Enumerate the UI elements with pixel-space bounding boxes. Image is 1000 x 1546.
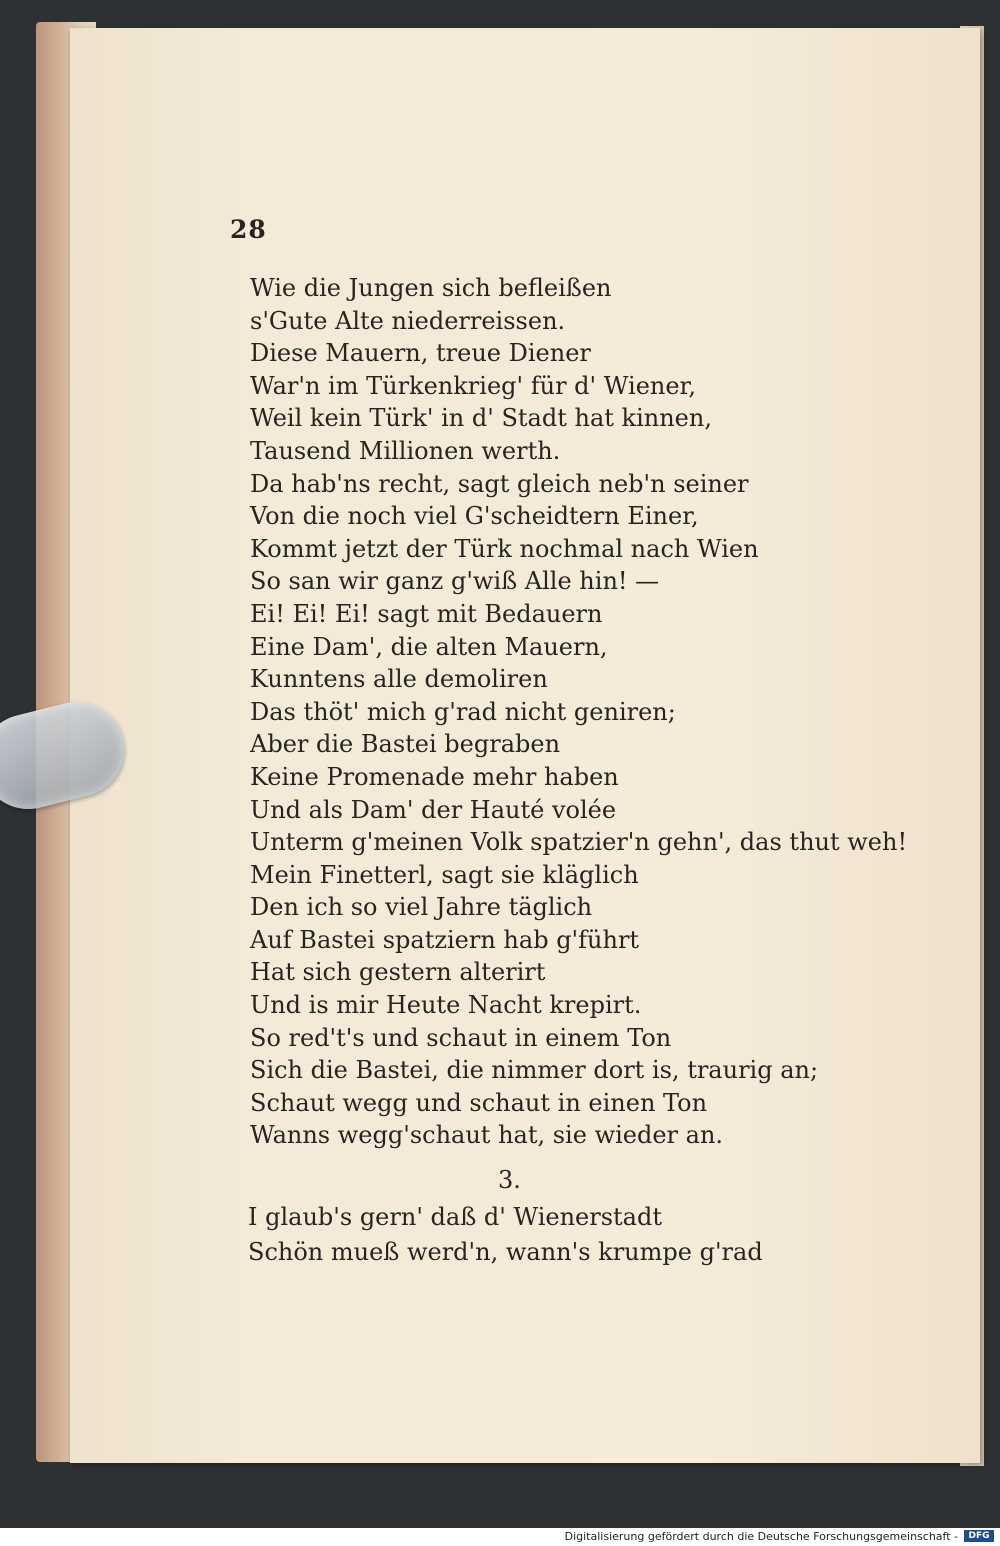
poem-line: So red't's und schaut in einem Ton: [250, 1023, 672, 1052]
poem-line: Das thöt' mich g'rad nicht geniren;: [250, 697, 676, 726]
poem-line: Da hab'ns recht, sagt gleich neb'n seiner: [250, 469, 749, 498]
poem-line: Von die noch viel G'scheidtern Einer,: [250, 502, 699, 531]
poem-line: Wie die Jungen sich befleißen: [250, 274, 612, 302]
poem-line: Auf Bastei spatziern hab g'führt: [250, 925, 640, 954]
poem-line: Wanns wegg'schaut hat, sie wieder an.: [250, 1121, 724, 1150]
poem-line: Und als Dam' der Hauté volée: [250, 795, 617, 824]
page-number: 28: [230, 215, 267, 244]
poem-line: Mein Finetterl, sagt sie kläglich: [250, 860, 639, 889]
stanza-number: 3.: [498, 1166, 521, 1194]
poem-line: So san wir ganz g'wiß Alle hin! —: [250, 567, 660, 596]
poem-line: Und is mir Heute Nacht krepirt.: [250, 991, 642, 1020]
poem-text: [250, 272, 907, 1152]
poem-line: I glaub's gern' daß d' Wienerstadt: [248, 1203, 662, 1231]
footer-credit: Digitalisierung gefördert durch die Deutsche Forschungsgemeinschaft -: [564, 1530, 958, 1543]
poem-line: Eine Dam', die alten Mauern,: [250, 632, 608, 661]
poem-line: Den ich so viel Jahre täglich: [250, 893, 593, 922]
poem-line: Keine Promenade mehr haben: [250, 762, 619, 791]
stanza-text: [248, 1200, 763, 1270]
poem-line: s'Gute Alte niederreissen.: [250, 306, 566, 335]
poem-line: Weil kein Türk' in d' Stadt hat kinnen,: [250, 404, 712, 433]
poem-line: Sich die Bastei, die nimmer dort is, traurig an;: [250, 1056, 819, 1085]
poem-line: Kunntens alle demoliren: [250, 665, 548, 694]
poem-line: Kommt jetzt der Türk nochmal nach Wien: [250, 534, 759, 563]
poem-line: Schön mueß werd'n, wann's krumpe g'rad: [248, 1238, 763, 1266]
poem-line: Ei! Ei! Ei! sagt mit Bedauern: [250, 599, 603, 628]
poem-line: Tausend Millionen werth.: [250, 436, 561, 465]
poem-line: Aber die Bastei begraben: [250, 730, 561, 759]
poem-line: Hat sich gestern alterirt: [250, 958, 546, 987]
poem-line: Schaut wegg und schaut in einen Ton: [250, 1088, 708, 1117]
poem-line: Unterm g'meinen Volk spatzier'n gehn', das thut weh!: [250, 828, 908, 857]
dfg-logo: DFG: [964, 1530, 994, 1542]
poem-line: War'n im Türkenkrieg' für d' Wiener,: [250, 371, 697, 400]
poem-line: Diese Mauern, treue Diener: [250, 339, 591, 368]
